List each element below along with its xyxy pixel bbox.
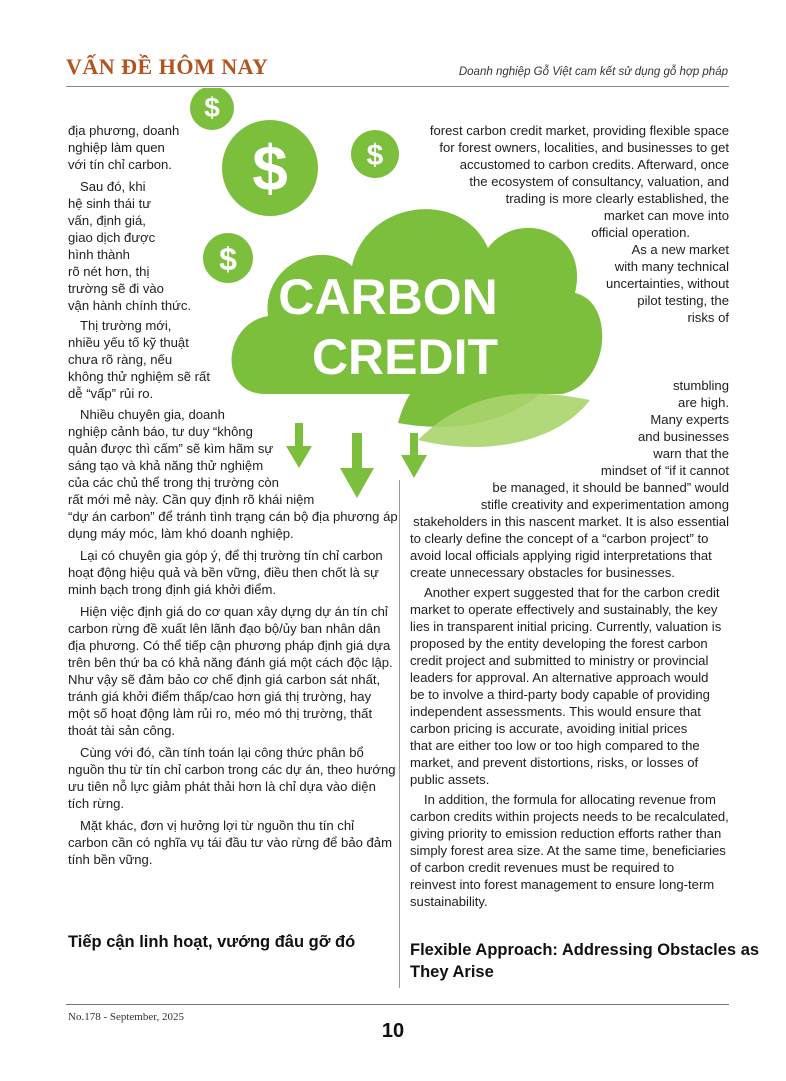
- body-line: Thị trường mới,: [80, 318, 172, 333]
- body-line: hệ sinh thái tư: [68, 196, 152, 211]
- body-line: warn that the: [653, 446, 729, 461]
- body-line: ưu tiên nỗ lực giảm phát thải hơn là chỉ dựa vào diện: [68, 779, 376, 794]
- issue-label: No.178 - September, 2025: [68, 1011, 184, 1023]
- body-line: uncertainties, without: [605, 276, 729, 291]
- body-line: rõ nét hơn, thị: [68, 264, 150, 279]
- page-number: 10: [381, 1020, 405, 1042]
- body-line: nhiều yếu tố kỹ thuật: [68, 335, 189, 350]
- body-line: forest carbon credit market, providing flexible space: [429, 123, 729, 138]
- body-line: thoát tài sản công.: [68, 723, 176, 738]
- down-arrow-icon: [286, 423, 312, 468]
- body-line: Mặt khác, đơn vị hưởng lợi từ nguồn thu tín chỉ: [80, 818, 355, 833]
- body-line: quản được thì cấm” sẽ kìm hãm sự: [68, 441, 274, 456]
- body-line: accustomed to carbon credits. Afterward, once: [459, 157, 729, 172]
- body-line: to clearly define the concept of a “carbon project” to: [410, 531, 709, 546]
- body-line: nghiệp làm quen: [68, 140, 165, 155]
- body-line: public assets.: [410, 772, 490, 787]
- body-line: dụng máy móc, làm khó doanh nghiệp.: [68, 526, 294, 541]
- svg-text:$: $: [204, 92, 220, 123]
- body-line: stifle creativity and experimentation among: [480, 497, 729, 512]
- body-line: market, and prevent distortions, risks, or losses of: [410, 755, 699, 770]
- body-line: “dự án carbon” để tránh tình trạng cán bộ địa phương áp: [68, 509, 398, 524]
- body-line: địa phương. Có thể tiếp cận phương pháp định giá dựa: [68, 638, 391, 653]
- body-line: địa phương, doanh: [68, 123, 180, 138]
- body-line: trên bên thứ ba có khả năng đánh giá một cách độc lập.: [68, 655, 393, 670]
- body-line: official operation.: [591, 225, 690, 240]
- body-line: with many technical: [614, 259, 729, 274]
- body-line: Another expert suggested that for the carbon credit: [424, 585, 720, 600]
- down-arrow-icon: [340, 433, 374, 498]
- column-divider: [399, 480, 400, 988]
- body-line: risks of: [687, 310, 729, 325]
- svg-text:$: $: [252, 132, 288, 204]
- dollar-icon: [222, 120, 318, 216]
- body-line: minh bạch trong định giá khởi điểm.: [68, 582, 277, 597]
- body-line: Như vậy sẽ đảm bảo cơ chế định giá carbon sát nhất,: [68, 672, 381, 687]
- body-line: carbon pricing is accurate, avoiding initial prices: [410, 721, 688, 736]
- body-line: Hiện việc định giá do cơ quan xây dựng dự án tín chỉ: [80, 604, 388, 619]
- body-line: the ecosystem of consultancy, valuation, and: [469, 174, 729, 189]
- body-line: trường sẽ đi vào: [68, 281, 164, 296]
- body-line: với tín chỉ carbon.: [68, 157, 172, 172]
- dollar-icon: [203, 233, 253, 283]
- body-line: giving priority to emission reduction efforts rather than: [410, 826, 722, 841]
- body-line: carbon credits within projects needs to be recalculated,: [410, 809, 729, 824]
- body-line: chưa rõ ràng, nếu: [68, 352, 173, 367]
- body-line: of carbon credit revenues must be required to: [410, 860, 675, 875]
- body-line: market can move into: [603, 208, 729, 223]
- body-line: hoạt động hiệu quả và bền vững, điều then chốt là sự: [68, 565, 379, 580]
- body-line: pilot testing, the: [637, 293, 729, 308]
- dollar-icon: [190, 88, 234, 130]
- body-line: tránh giá khởi điểm thấp/cao hơn giá thị trường, hay: [68, 689, 372, 704]
- section-title: VẤN ĐỀ HÔM NAY: [66, 54, 269, 79]
- body-line: that are either too low or too high compared to the: [410, 738, 700, 753]
- body-line: independent assessments. This would ensure that: [410, 704, 701, 719]
- body-line: be to involve a third-party body capable of providing: [410, 687, 710, 702]
- body-line: của các chủ thể trong thị trường còn: [68, 475, 279, 490]
- body-line: hình thành: [68, 247, 130, 262]
- body-line: carbon cần có nghĩa vụ tái đầu tư vào rừng để bảo đảm: [68, 835, 392, 850]
- body-line: Sau đó, khi: [80, 179, 146, 194]
- body-line: As a new market: [631, 242, 729, 257]
- body-line: be managed, it should be banned” would: [492, 480, 729, 495]
- body-line: leaders for approval. An alternative approach would: [410, 670, 709, 685]
- running-head: Doanh nghiệp Gỗ Việt cam kết sử dụng gỗ hợp pháp: [458, 66, 728, 78]
- body-line: market to operate effectively and sustainably, the key: [410, 602, 718, 617]
- body-line: are high.: [678, 395, 729, 410]
- body-line: stumbling: [672, 378, 729, 393]
- body-line: vấn, định giá,: [68, 213, 146, 228]
- subheading-en-line1: Flexible Approach: Addressing Obstacles as: [410, 941, 760, 959]
- body-line: for forest owners, localities, and businesses to get: [439, 140, 729, 155]
- body-line: Nhiều chuyên gia, doanh: [80, 407, 225, 422]
- graphic-title-line2: CREDIT: [311, 329, 499, 385]
- subheading-en-line2: They Arise: [410, 963, 494, 981]
- body-line: carbon rừng đề xuất lên lãnh đạo bộ/ủy ban nhân dân: [68, 621, 381, 636]
- body-line: proposed by the entity developing the forest carbon: [410, 636, 708, 651]
- svg-text:$: $: [366, 139, 384, 172]
- body-line: In addition, the formula for allocating revenue from: [424, 792, 716, 807]
- body-line: một số hoạt động làm rủi ro, méo mó thị trường, thất: [68, 706, 373, 721]
- body-line: trading is more clearly established, the: [505, 191, 729, 206]
- body-line: create unnecessary obstacles for businesses.: [410, 565, 675, 580]
- body-line: stakeholders in this nascent market. It is also essential: [413, 514, 729, 529]
- svg-text:$: $: [219, 241, 237, 277]
- body-line: lies in transparent initial pricing. Currently, valuation is: [410, 619, 722, 634]
- body-line: simply forest area size. At the same time, beneficiaries: [410, 843, 726, 858]
- body-line: vận hành chính thức.: [68, 298, 192, 313]
- body-line: Many experts: [650, 412, 729, 427]
- body-line: Lại có chuyên gia góp ý, để thị trường tín chỉ carbon: [80, 548, 383, 563]
- subheading-vi: Tiếp cận linh hoạt, vướng đâu gỡ đó: [68, 933, 356, 951]
- body-line: rất mới mẻ này. Cần quy định rõ khái niệm: [68, 492, 315, 507]
- body-line: Cùng với đó, cần tính toán lại công thức phân bổ: [80, 745, 364, 760]
- body-line: không thử nghiệm sẽ rất: [68, 369, 210, 384]
- body-line: nguồn thu từ tín chỉ carbon trong các dự án, theo hướng: [68, 762, 396, 777]
- body-line: mindset of “if it cannot: [600, 463, 729, 478]
- body-line: sustainability.: [410, 894, 488, 909]
- header-rule: [66, 86, 729, 87]
- body-line: avoid local officials applying rigid interpretations that: [410, 548, 712, 563]
- body-line: reinvest into forest management to ensure long-term: [410, 877, 715, 892]
- body-line: sáng tạo và khả năng thử nghiệm: [68, 458, 264, 473]
- body-line: tính bền vững.: [68, 852, 153, 867]
- footer-rule: [66, 1004, 729, 1005]
- body-line: nghiệp cảnh báo, tư duy “không: [68, 424, 253, 439]
- body-line: credit project and submitted to ministry or provincial: [410, 653, 709, 668]
- body-line: giao dịch được: [68, 230, 156, 245]
- body-line: dễ “vấp” rủi ro.: [68, 386, 154, 401]
- dollar-icon: [351, 130, 399, 178]
- body-line: tích rừng.: [68, 796, 125, 811]
- graphic-title-line1: CARBON: [278, 269, 498, 325]
- body-line: and businesses: [638, 429, 729, 444]
